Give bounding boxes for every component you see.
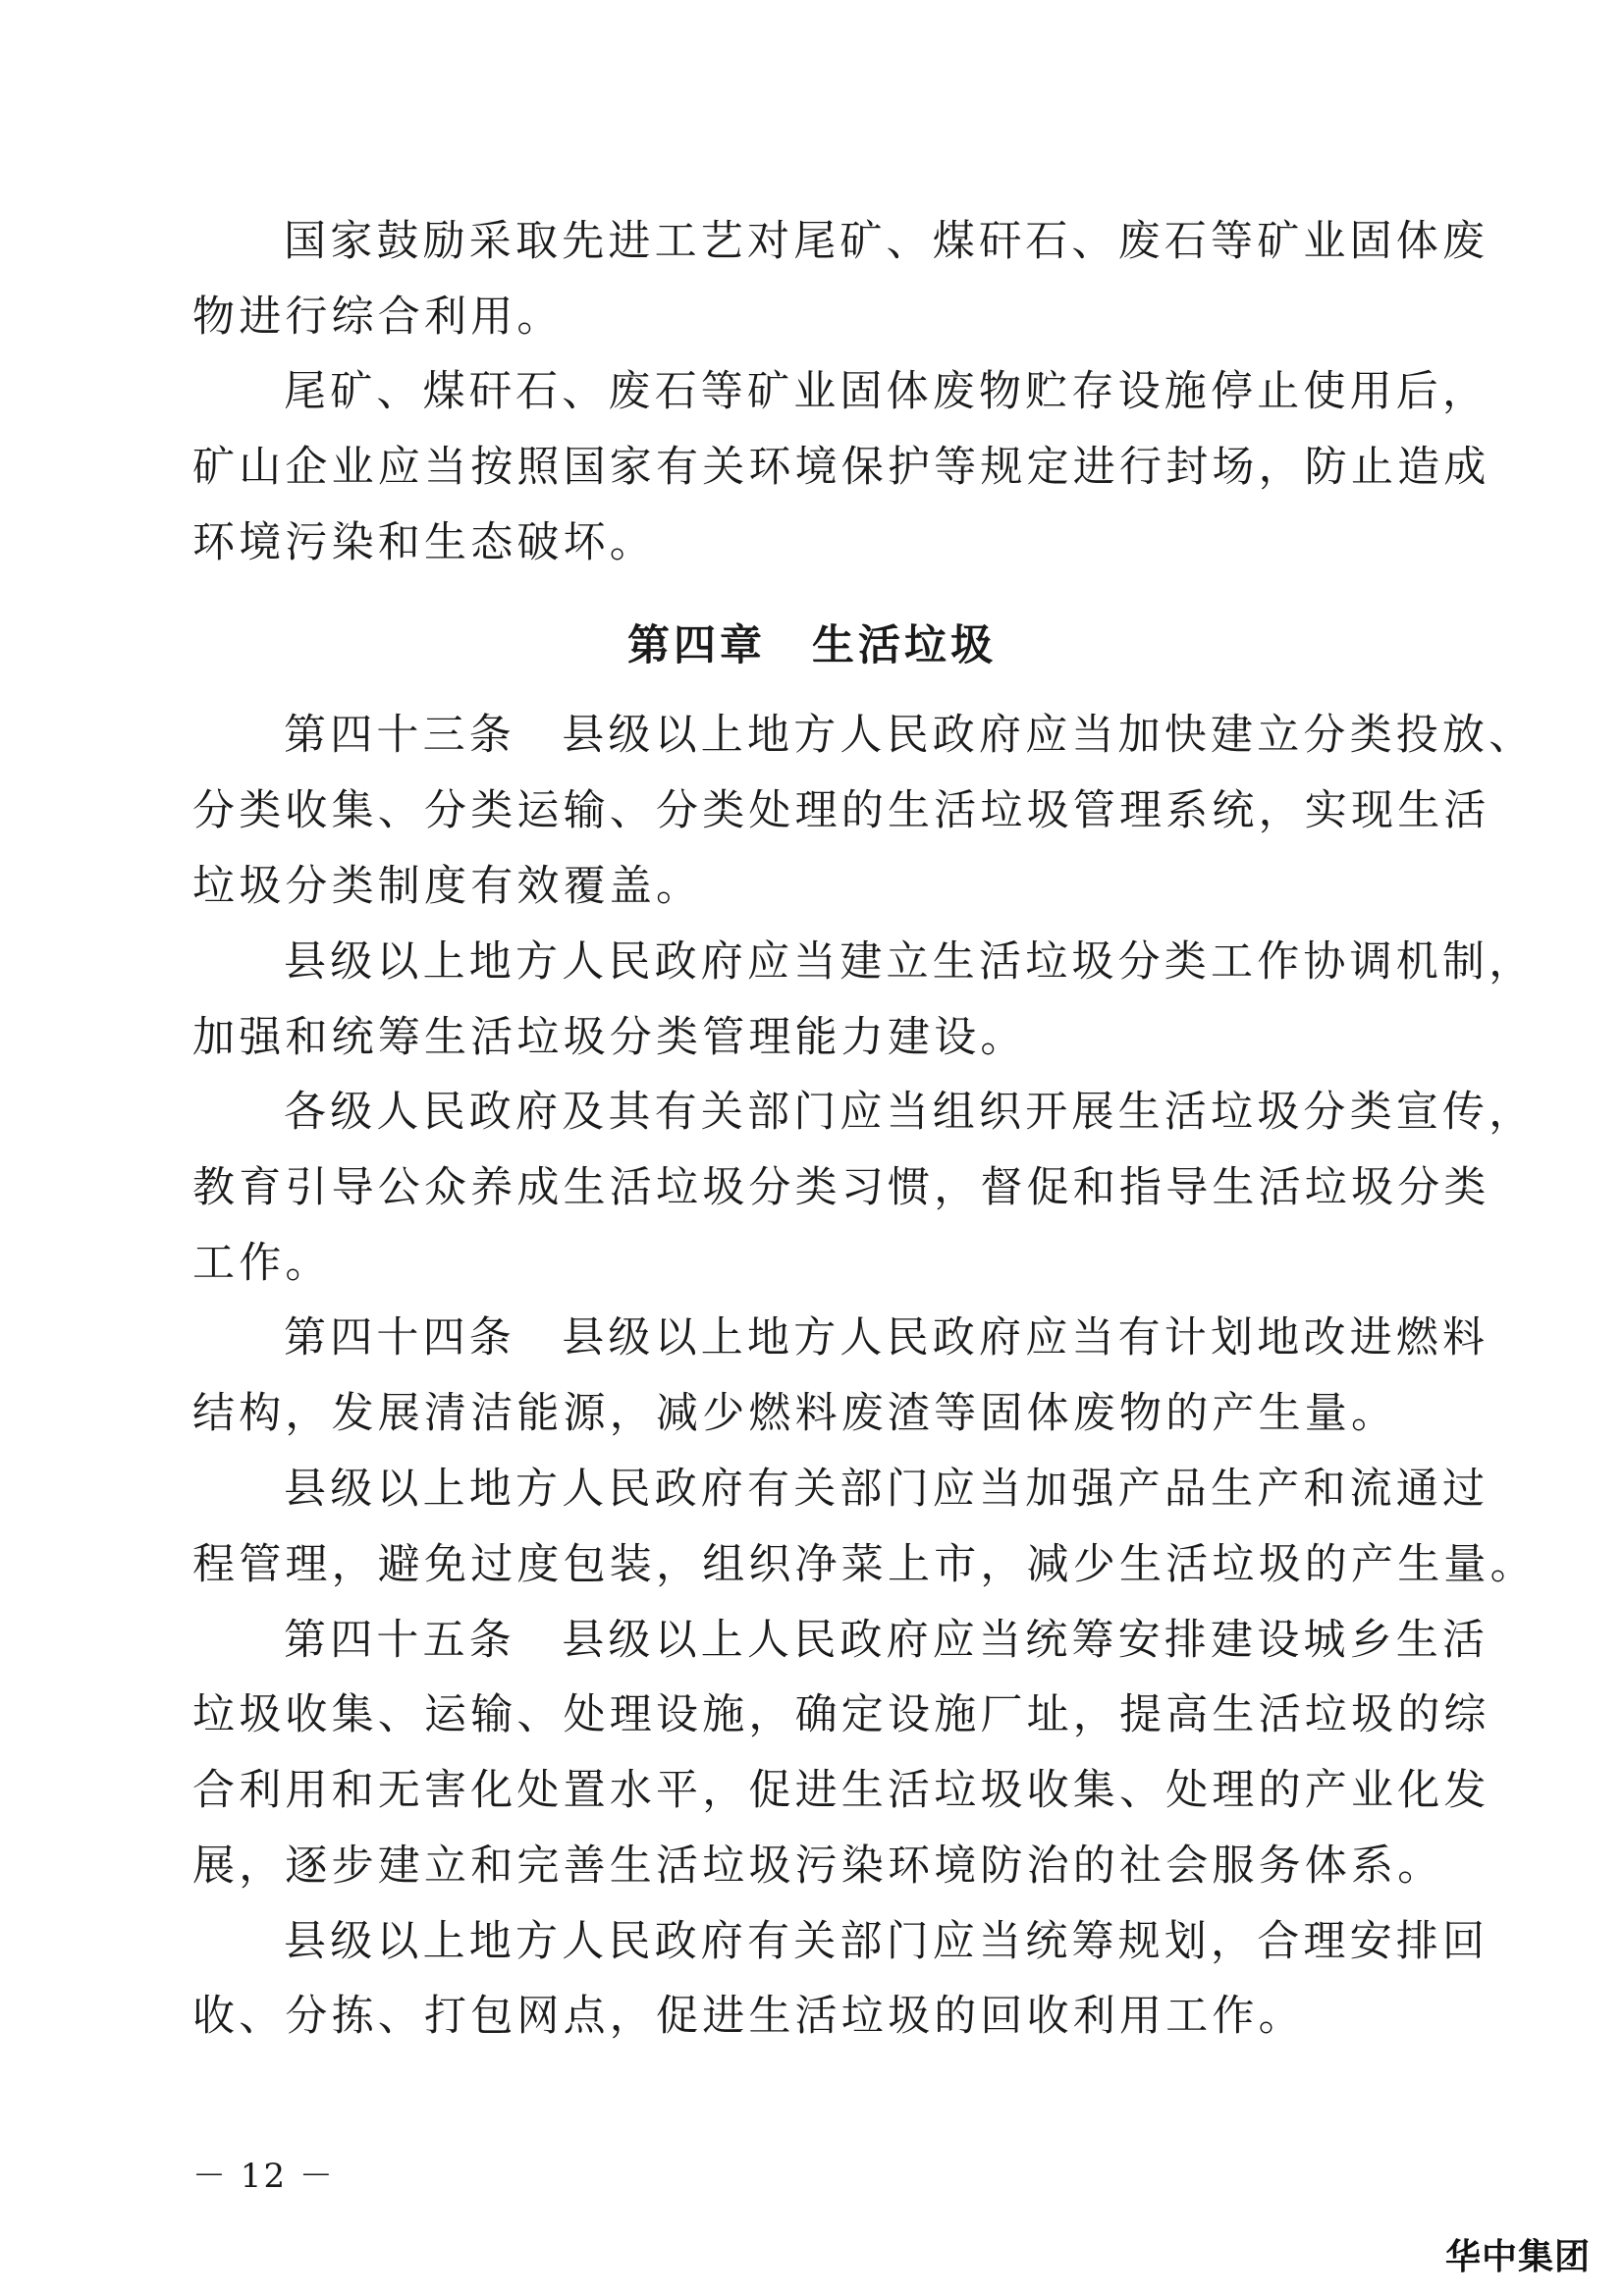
text-line: 合利用和无害化处置水平，促进生活垃圾收集、处理的产业化发: [192, 1766, 1490, 1815]
text-line: 各级人民政府及其有关部门应当组织开展生活垃圾分类宣传，: [284, 1088, 1536, 1137]
text-line: 结构，发展清洁能源，减少燃料废渣等固体废物的产生量。: [192, 1389, 1398, 1438]
text-line: 矿山企业应当按照国家有关环境保护等规定进行封场，防止造成: [192, 443, 1490, 492]
text-line: 第四十五条 县级以上人民政府应当统筹安排建设城乡生活: [284, 1616, 1489, 1665]
text-line: 县级以上地方人民政府有关部门应当加强产品生产和流通过: [284, 1465, 1489, 1514]
text-line: 国家鼓励采取先进工艺对尾矿、煤矸石、废石等矿业固体废: [284, 217, 1489, 266]
text-line: 第四十四条 县级以上地方人民政府应当有计划地改进燃料: [284, 1313, 1489, 1362]
text-line: 展，逐步建立和完善生活垃圾污染环境防治的社会服务体系。: [192, 1842, 1444, 1891]
text-line: 县级以上地方人民政府有关部门应当统筹规划，合理安排回: [284, 1917, 1489, 1966]
text-line: 程管理，避免过度包装，组织净菜上市，减少生活垃圾的产生量。: [192, 1540, 1537, 1589]
text-line: 垃圾收集、运输、处理设施，确定设施厂址，提高生活垃圾的综: [192, 1690, 1490, 1739]
text-line: 工作。: [192, 1239, 332, 1288]
text-line: 收、分拣、打包网点，促进生活垃圾的回收利用工作。: [192, 1992, 1305, 2041]
text-line: 尾矿、煤矸石、废石等矿业固体废物贮存设施停止使用后，: [284, 367, 1489, 416]
text-line: 县级以上地方人民政府应当建立生活垃圾分类工作协调机制，: [284, 937, 1536, 987]
text-line: 物进行综合利用。: [192, 293, 564, 342]
text-line: 第四十三条 县级以上地方人民政府应当加快建立分类投放、: [284, 711, 1536, 760]
watermark: 华中集团: [1444, 2237, 1591, 2277]
text-line: 垃圾分类制度有效覆盖。: [192, 862, 703, 911]
text-line: 教育引导公众养成生活垃圾分类习惯，督促和指导生活垃圾分类: [192, 1163, 1490, 1212]
text-line: 环境污染和生态破坏。: [192, 518, 656, 567]
text-line: 加强和统筹生活垃圾分类管理能力建设。: [192, 1013, 1027, 1062]
text-line: 分类收集、分类运输、分类处理的生活垃圾管理系统，实现生活: [192, 786, 1490, 835]
page-number: － 12 －: [192, 2157, 335, 2196]
chapter-title: 第四章 生活垃圾: [627, 621, 997, 670]
